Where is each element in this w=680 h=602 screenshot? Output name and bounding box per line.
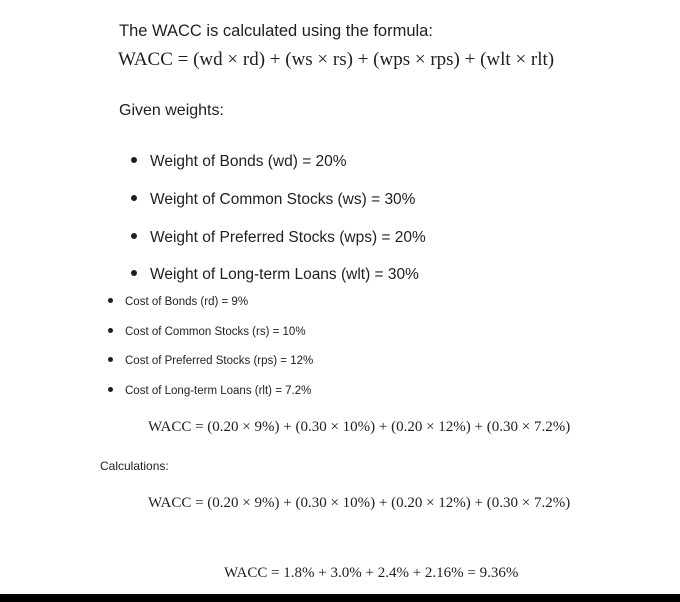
calculations-label: Calculations: bbox=[100, 459, 169, 473]
weight-item-bonds: Weight of Bonds (wd) = 20% bbox=[131, 153, 347, 171]
weight-item-long-term-loans: Weight of Long-term Loans (wlt) = 30% bbox=[131, 266, 419, 284]
wacc-equation-substituted: WACC = (0.20 × 9%) + (0.30 × 10%) + (0.20 × 12%) + (0.30 × 7.2%) bbox=[148, 419, 571, 435]
bullet-icon bbox=[131, 157, 137, 163]
wacc-formula: WACC = (wd × rd) + (ws × rs) + (wps × rps) + (wlt × rlt) bbox=[118, 49, 555, 70]
weight-item-common-stocks: Weight of Common Stocks (ws) = 30% bbox=[131, 191, 415, 209]
cost-item-bonds: Cost of Bonds (rd) = 9% bbox=[108, 296, 248, 308]
cost-item-preferred-stocks: Cost of Preferred Stocks (rps) = 12% bbox=[108, 355, 313, 367]
weight-item-preferred-stocks: Weight of Preferred Stocks (wps) = 20% bbox=[131, 229, 426, 247]
bullet-icon bbox=[131, 233, 137, 239]
cost-item-common-stocks: Cost of Common Stocks (rs) = 10% bbox=[108, 326, 306, 338]
bullet-icon bbox=[108, 387, 113, 392]
wacc-result: WACC = 1.8% + 3.0% + 2.4% + 2.16% = 9.36% bbox=[224, 565, 519, 581]
bullet-icon bbox=[131, 270, 137, 276]
cost-item-long-term-loans: Cost of Long-term Loans (rlt) = 7.2% bbox=[108, 385, 311, 397]
bullet-icon bbox=[131, 195, 137, 201]
bottom-bar bbox=[0, 594, 680, 602]
bullet-icon bbox=[108, 357, 113, 362]
wacc-equation-calculation: WACC = (0.20 × 9%) + (0.30 × 10%) + (0.20 × 12%) + (0.30 × 7.2%) bbox=[148, 495, 571, 511]
bullet-icon bbox=[108, 298, 113, 303]
given-weights-label: Given weights: bbox=[119, 102, 224, 119]
bullet-icon bbox=[108, 328, 113, 333]
intro-text: The WACC is calculated using the formula: bbox=[119, 22, 433, 40]
